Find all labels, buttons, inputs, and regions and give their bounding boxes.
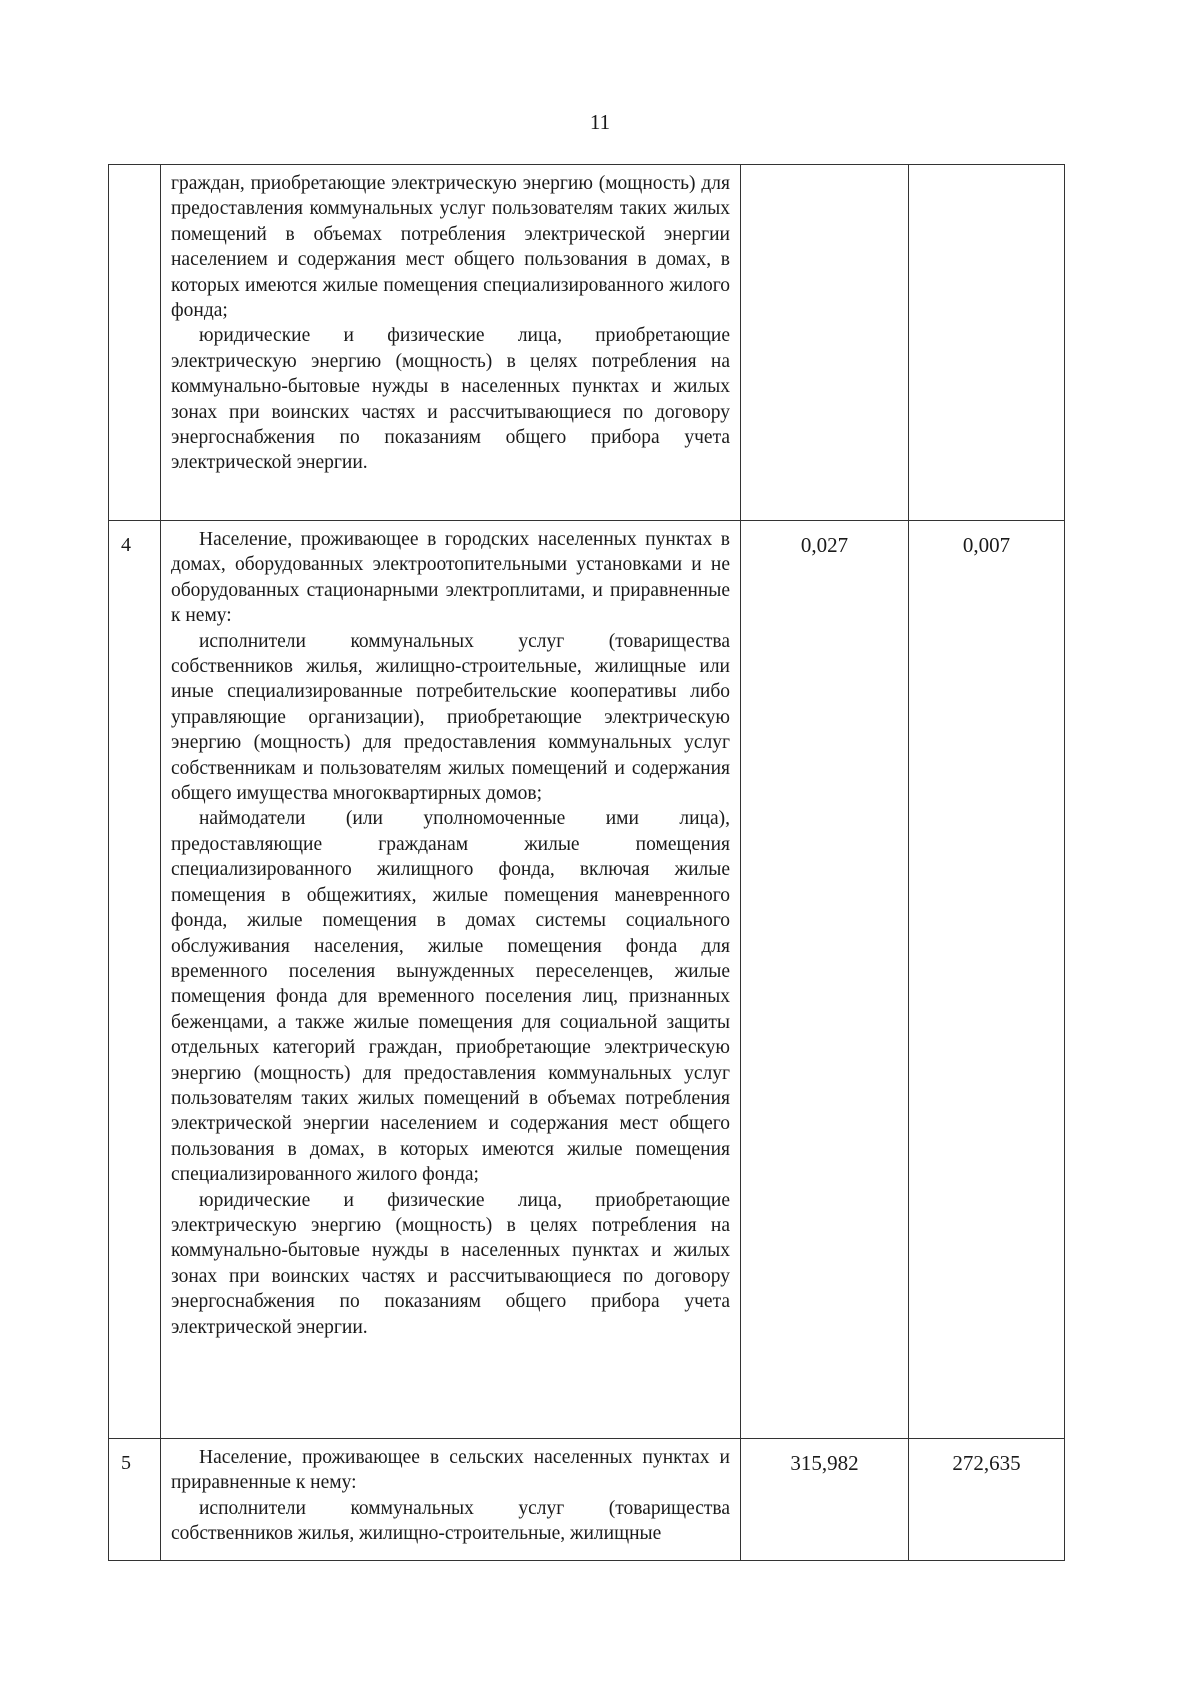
value-cell-1: [741, 165, 909, 521]
paragraph: граждан, приобретающие электрическую энергию (мощность) для предоставления коммунальных услуг пользователям таких жилых помещений в объемах потребления электрической энергии населением и содержания мест общего пользования в домах, в которых имеются жилые помещения специализированного жилого фонда;: [171, 173, 730, 322]
value-cell-1: 0,027: [741, 521, 909, 1439]
table-row: [109, 1439, 1065, 1561]
paragraph: исполнители коммунальных услуг (товарищества собственников жилья, жилищно-строительные, жилищные или иные специализированные потребительские кооперативы либо управляющие организации), приобретающие электрическую энергию (мощность) для предоставления коммунальных услуг собственникам и пользователям жилых помещений и содержания общего имущества многоквартирных домов;: [171, 630, 730, 805]
page-number: 11: [589, 110, 611, 134]
row-description: [161, 165, 741, 521]
row-description: [161, 521, 741, 1439]
row-number: 4: [109, 521, 161, 1439]
paragraph: юридические и физические лица, приобретающие электрическую энергию (мощность) в целях потребления на коммунально-бытовые нужды в населенных пунктах и жилых зонах при воинских частях и рассчитывающиеся по договору энергоснабжения по показаниям общего прибора учета электрической энергии.: [171, 1189, 730, 1338]
paragraph: Население, проживающее в городских населенных пунктах в домах, оборудованных электроотопительными установками и не оборудованных стационарными электроплитами, и приравненные к нему:: [171, 529, 730, 627]
row-description: [161, 1439, 741, 1561]
paragraph: юридические и физические лица, приобретающие электрическую энергию (мощность) в целях потребления на коммунально-бытовые нужды в населенных пунктах и жилых зонах при воинских частях и рассчитывающиеся по договору энергоснабжения по показаниям общего прибора учета электрической энергии.: [171, 325, 730, 474]
paragraph: Население, проживающее в сельских населенных пунктах и приравненные к нему:: [171, 1447, 730, 1494]
paragraph: наймодатели (или уполномоченные ими лица), предоставляющие гражданам жилые помещения специализированного жилищного фонда, включая жилые помещения в общежитиях, жилые помещения маневренного фонда, жилые помещения в домах системы социального обслуживания населения, жилые помещения фонда для временного поселения вынужденных переселенцев, жилые помещения фонда для временного поселения лиц, признанных беженцами, а также жилые помещения для социальной защиты отдельных категорий граждан, приобретающие электрическую энергию (мощность) для предоставления коммунальных услуг пользователям таких жилых помещений в объемах потребления электрической энергии населением и содержания мест общего пользования в домах, в которых имеются жилые помещения специализированного жилого фонда;: [171, 808, 730, 1186]
row-number: 5: [109, 1439, 161, 1561]
paragraph: исполнители коммунальных услуг (товарищества собственников жилья, жилищно-строительные, жилищные: [171, 1497, 730, 1545]
value-cell-1: 315,982: [741, 1439, 909, 1561]
value-cell-2: 272,635: [909, 1439, 1065, 1561]
row-number: [109, 165, 161, 521]
value-cell-2: [909, 165, 1065, 521]
tariff-table: [108, 164, 1065, 1561]
value-cell-2: 0,007: [909, 521, 1065, 1439]
table-row: [109, 521, 1065, 1439]
table-row: [109, 165, 1065, 521]
